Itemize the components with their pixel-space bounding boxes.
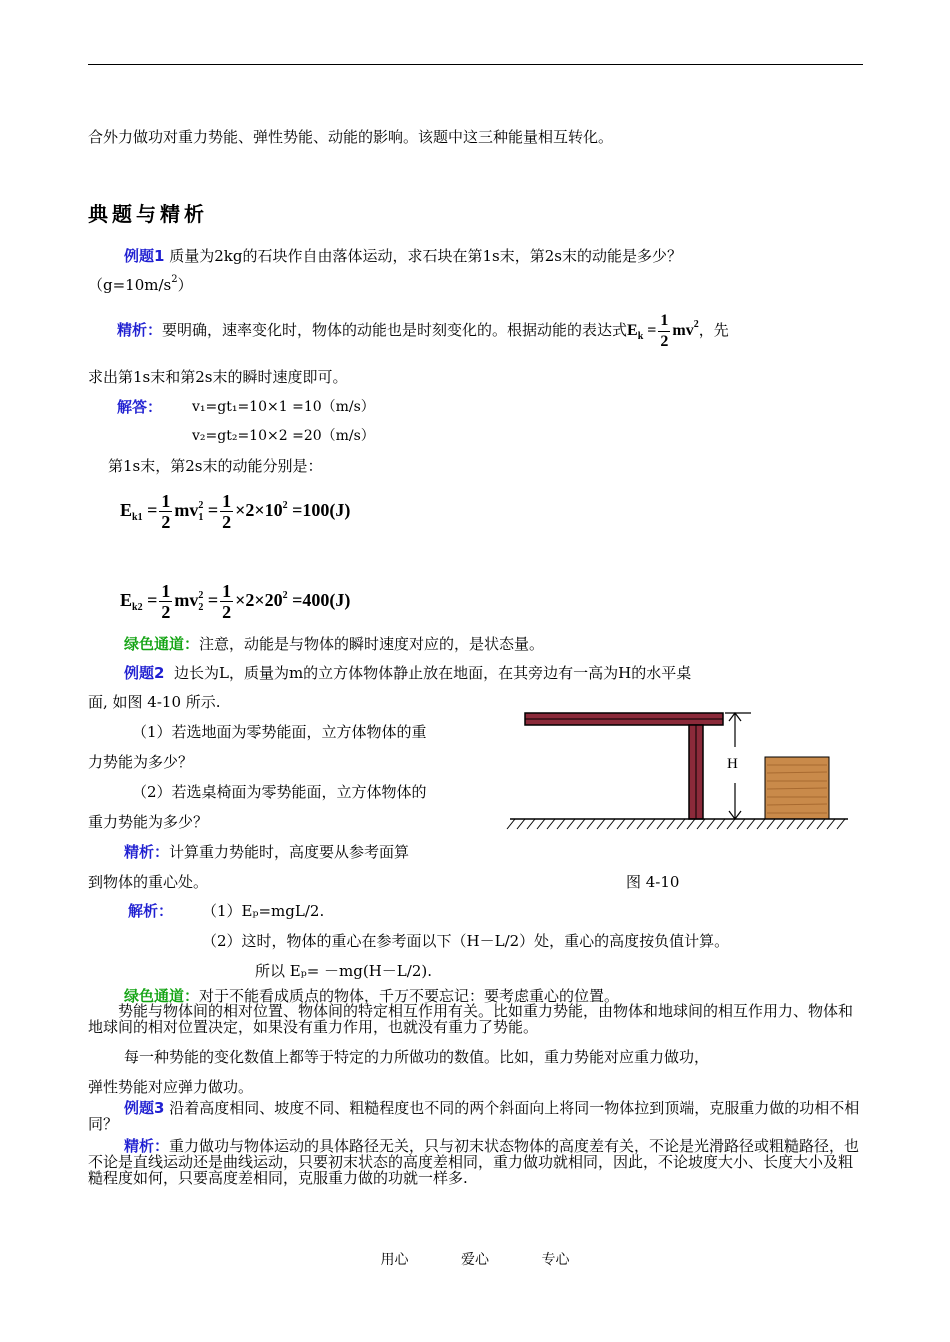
f-den: 2 bbox=[660, 332, 669, 350]
hatch-mark bbox=[817, 819, 825, 829]
hatch-mark bbox=[697, 819, 705, 829]
analysis-2-line-2: 到物体的重心处。 bbox=[88, 873, 209, 891]
hatch-mark bbox=[667, 819, 675, 829]
green-label-1: 绿色通道： bbox=[124, 635, 200, 653]
ek2-n2: 1 bbox=[222, 581, 232, 602]
formula-kinetic-energy bbox=[627, 311, 699, 350]
hatch-mark bbox=[737, 819, 745, 829]
f-k: k bbox=[637, 331, 644, 342]
hatch-mark bbox=[807, 819, 815, 829]
example-2-question bbox=[124, 662, 691, 683]
formula-ek2 bbox=[120, 574, 350, 630]
ek2-eq2: = bbox=[207, 590, 219, 610]
example-1-g-note bbox=[88, 274, 193, 295]
green-text-1: 注意，动能是与物体的瞬时速度对应的，是状态量。 bbox=[199, 635, 545, 653]
hatch-mark bbox=[597, 819, 605, 829]
analysis-label: 精析： bbox=[117, 321, 163, 339]
hatch-mark bbox=[527, 819, 535, 829]
ek2-mv: mv bbox=[174, 590, 199, 610]
ek1-rest: ×2×10 bbox=[235, 500, 283, 520]
hatch-mark bbox=[587, 819, 595, 829]
solution-3: 所以 Eₚ= －mg(H－L/2). bbox=[255, 962, 432, 980]
example-3-analysis bbox=[88, 1138, 864, 1186]
hatch-mark bbox=[837, 819, 845, 829]
ek1-n2: 1 bbox=[222, 491, 232, 512]
example-2-label: 例题2 bbox=[124, 664, 165, 682]
ek2-supsub bbox=[198, 590, 203, 614]
h-label: H bbox=[727, 756, 738, 772]
analysis-tail: ，先 bbox=[698, 321, 729, 339]
ek1-d2: 2 bbox=[222, 512, 232, 533]
ek1-supsub bbox=[198, 500, 203, 524]
question-1-line-1: （1）若选地面为零势能面，立方体物体的重 bbox=[132, 723, 427, 741]
analysis-label-2: 精析： bbox=[124, 843, 170, 861]
f-E: E bbox=[627, 322, 638, 339]
ek1-d1: 2 bbox=[161, 512, 171, 533]
example-1-label: 例题1 bbox=[124, 247, 165, 265]
analysis-text: 要明确，速率变化时，物体的动能也是时刻变化的。根据动能的表达式 bbox=[162, 321, 628, 339]
ek1-frac1 bbox=[159, 491, 172, 532]
hatch-mark bbox=[787, 819, 795, 829]
f-mv: mv bbox=[672, 322, 694, 339]
analysis-line-2: 求出第1s末和第2s末的瞬时速度即可。 bbox=[88, 368, 348, 386]
ek1-mv: mv bbox=[174, 500, 199, 520]
hatch-mark bbox=[517, 819, 525, 829]
ek1-sup: 2 bbox=[198, 499, 204, 511]
intro-line: 合外力做功对重力势能、弹性势能、动能的影响。该题中这三种能量相互转化。 bbox=[88, 128, 614, 146]
f-num: 1 bbox=[658, 311, 670, 332]
footer-item-2: 爱心 bbox=[461, 1252, 489, 1268]
ek1-result: =100(J) bbox=[292, 500, 351, 520]
hatch-mark bbox=[717, 819, 725, 829]
formula-ek1 bbox=[120, 484, 350, 540]
question-2-line-2: 重力势能为多少？ bbox=[88, 813, 209, 831]
analysis-2-line-1: 计算重力势能时，高度要从参考面算 bbox=[169, 843, 410, 861]
example-3-text: 沿着高度相同、坡度不同、粗糙程度也不同的两个斜面向上将同一物体拉到顶端，克服重力做的功相不相同？ bbox=[88, 1099, 860, 1133]
question-1-line-2: 力势能为多少？ bbox=[88, 753, 194, 771]
example-3-label: 例题3 bbox=[124, 1099, 165, 1117]
ek2-eq1: = bbox=[147, 590, 158, 610]
v2-line: v₂=gt₂=10×2 =20（m/s） bbox=[192, 428, 375, 444]
solution-label-text: 解析： bbox=[128, 902, 174, 920]
ek2-n1: 1 bbox=[161, 581, 171, 602]
hatch-mark bbox=[647, 819, 655, 829]
ek2-frac2 bbox=[220, 581, 233, 622]
green-label-2: 绿色通道： bbox=[124, 987, 200, 1005]
footer bbox=[0, 1249, 950, 1269]
hatch-mark bbox=[767, 819, 775, 829]
ek1-sup2: 2 bbox=[282, 500, 288, 511]
paragraph-2-line-2: 弹性势能对应弹力做功。 bbox=[88, 1078, 254, 1096]
paragraph-2-line-1: 每一种势能的变化数值上都等于特定的力所做功的数值。比如，重力势能对应重力做功， bbox=[124, 1048, 710, 1066]
footer-item-1: 用心 bbox=[380, 1252, 409, 1268]
example-3-question bbox=[88, 1100, 864, 1132]
hatch-mark bbox=[617, 819, 625, 829]
solution-label bbox=[128, 900, 173, 921]
hatch-mark bbox=[577, 819, 585, 829]
hatch-mark bbox=[537, 819, 545, 829]
ek2-sup2: 2 bbox=[282, 590, 288, 601]
example-1-question bbox=[124, 245, 682, 266]
ek2-rest: ×2×20 bbox=[235, 590, 283, 610]
solution-2: （2）这时，物体的重心在参考面以下（H－L/2）处，重心的高度按负值计算。 bbox=[202, 932, 730, 950]
hatch-mark bbox=[507, 819, 515, 829]
f-frac bbox=[658, 311, 670, 352]
example-1-text: 质量为2kg的石块作自由落体运动，求石块在第1s末，第2s末的动能是多少？ bbox=[169, 247, 682, 265]
hatch-mark bbox=[777, 819, 785, 829]
ek2-frac1 bbox=[159, 581, 172, 622]
ek2-sub: k2 bbox=[132, 602, 143, 613]
ek1-E: E bbox=[120, 500, 133, 520]
ek1-eq1: = bbox=[147, 500, 158, 520]
hatch-mark bbox=[607, 819, 615, 829]
v1-line: v₁=gt₁=10×1 =10（m/s） bbox=[192, 399, 375, 415]
question-2-line-1: （2）若选桌椅面为零势能面，立方体物体的 bbox=[132, 783, 427, 801]
figure-4-10 bbox=[505, 705, 855, 835]
hatch-mark bbox=[747, 819, 755, 829]
kinetic-energy-intro: 第1s末，第2s末的动能分别是： bbox=[108, 457, 323, 475]
f-eq: = bbox=[647, 322, 657, 339]
example-1-green-channel bbox=[124, 633, 544, 654]
ek1-frac2 bbox=[220, 491, 233, 532]
hatch-mark bbox=[797, 819, 805, 829]
g-note-text: （g=10m/s bbox=[88, 276, 172, 294]
g-note-close: ） bbox=[177, 276, 193, 294]
ek2-d2: 2 bbox=[222, 602, 232, 623]
hatch-mark bbox=[567, 819, 575, 829]
ek2-E: E bbox=[120, 590, 133, 610]
solution-1: （1）Eₚ=mgL/2. bbox=[202, 902, 325, 920]
footer-item-3: 专心 bbox=[541, 1252, 570, 1268]
header-rule bbox=[88, 64, 863, 65]
f-sq: 2 bbox=[693, 319, 699, 330]
g-note-sup: 2 bbox=[171, 274, 178, 285]
hatch-mark bbox=[557, 819, 565, 829]
section-title: 典题与精析 bbox=[88, 202, 208, 226]
hatch-mark bbox=[547, 819, 555, 829]
ek1-sub: k1 bbox=[132, 512, 143, 523]
analysis-label-3: 精析： bbox=[124, 1137, 170, 1155]
hatch-mark bbox=[657, 819, 665, 829]
example-2-text-2: 面, 如图 4-10 所示. bbox=[88, 693, 221, 711]
example-2-text-1: 边长为L，质量为m的立方体物体静止放在地面，在其旁边有一高为H的水平桌 bbox=[173, 664, 692, 682]
ek1-eq2: = bbox=[207, 500, 219, 520]
paragraph-potential-energy: 势能与物体间的相对位置、物体间的特定相互作用有关。比如重力势能，由物体和地球间的相互作用力、物体和地球间的相对位置决定，如果没有重力作用，也就没有重力了势能。 bbox=[88, 1002, 854, 1036]
ek2-d1: 2 bbox=[161, 602, 171, 623]
ek2-result: =400(J) bbox=[292, 590, 351, 610]
hatch-mark bbox=[677, 819, 685, 829]
figure-caption: 图 4-10 bbox=[626, 873, 680, 891]
ek1-n1: 1 bbox=[161, 491, 171, 512]
hatch-mark bbox=[707, 819, 715, 829]
hatch-mark bbox=[727, 819, 735, 829]
ek2-vsub: 2 bbox=[198, 601, 204, 613]
example-2-analysis bbox=[124, 841, 409, 862]
hatch-mark bbox=[757, 819, 765, 829]
hatch-mark bbox=[687, 819, 695, 829]
answer-label bbox=[117, 396, 162, 417]
hatch-mark bbox=[637, 819, 645, 829]
ek2-sup: 2 bbox=[198, 589, 204, 601]
hatch-mark bbox=[627, 819, 635, 829]
analysis-3-text: 重力做功与物体运动的具体路径无关，只与初末状态物体的高度差有关，不论是光滑路径或粗糙路径，也不论是直线运动还是曲线运动，只要初末状态的高度差相同，重力做功就相同，因此，不论坡度大小、长度大小及粗糙程度如何，只要高度差相同，克服重力做的功就一样多. bbox=[88, 1137, 860, 1187]
hatch-mark bbox=[827, 819, 835, 829]
answer-label-text: 解答： bbox=[117, 398, 163, 416]
ground-hatch bbox=[507, 819, 845, 829]
green-text-2: 对于不能看成质点的物体，千万不要忘记：要考虑重心的位置。 bbox=[199, 987, 620, 1005]
example-1-analysis bbox=[117, 310, 729, 360]
ek1-vsub: 1 bbox=[198, 511, 204, 523]
